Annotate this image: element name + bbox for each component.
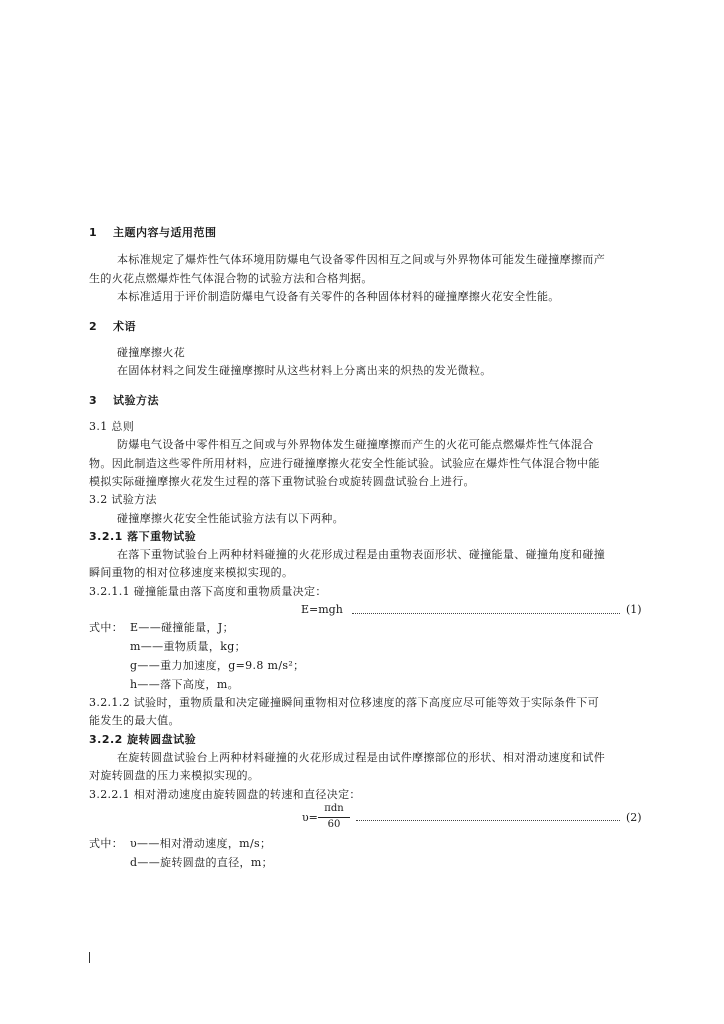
clause-3-2-2-heading: 3.2.2 旋转圆盘试验 xyxy=(89,733,197,746)
clause-3-1-line-2: 物。因此制造这些零件所用材料，应进行碰撞摩擦火花安全性能试验。试验应在爆炸性气体混合物中能 xyxy=(89,457,600,470)
where-2-item-d: d——旋转圆盘的直径，m； xyxy=(130,856,274,869)
clause-3-2-2-line-1: 在旋转圆盘试验台上两种材料碰撞的火花形成过程是由试件摩擦部位的形状、相对滑动速度和试件 xyxy=(117,751,606,764)
clause-3-1-heading: 3.1 总则 xyxy=(89,420,135,433)
clause-3-2-text: 碰撞摩擦火花安全性能试验方法有以下两种。 xyxy=(117,512,344,525)
section-2-heading xyxy=(89,320,136,334)
section-1-paragraph-1-line-2: 生的火花点燃爆炸性气体混合物的试验方法和合格判据。 xyxy=(89,272,373,285)
clause-3-2-heading: 3.2 试验方法 xyxy=(89,493,157,506)
section-2-number: 2 xyxy=(89,320,98,333)
clause-3-1-line-3: 模拟实际碰撞摩擦火花发生过程的落下重物试验台或旋转圆盘试验台上进行。 xyxy=(89,475,475,488)
page-edge-mark xyxy=(89,952,90,963)
where-2-prefix: 式中： xyxy=(89,837,124,850)
clause-3-2-1-2-line-2: 能发生的最大值。 xyxy=(89,714,180,727)
section-1-title: 主题内容与适用范围 xyxy=(113,226,217,239)
equation-2-number: (2) xyxy=(626,811,642,824)
equation-2-leader xyxy=(356,820,620,821)
where-1-item-e: E——碰撞能量，J； xyxy=(130,621,234,634)
equation-1-leader xyxy=(352,613,620,614)
section-2-title: 术语 xyxy=(113,320,136,333)
section-1-paragraph-2: 本标准适用于评价制造防爆电气设备有关零件的各种固体材料的碰撞摩擦火花安全性能。 xyxy=(117,290,560,303)
clause-3-2-1-1: 3.2.1.1 碰撞能量由落下高度和重物质量决定： xyxy=(89,585,327,598)
section-3-title: 试验方法 xyxy=(113,394,159,407)
equation-2-fraction-bar xyxy=(318,817,350,818)
clause-3-2-1-line-2: 瞬间重物的相对位移速度来模拟实现的。 xyxy=(89,566,294,579)
clause-3-1-line-1: 防爆电气设备中零件相互之间或与外界物体发生碰撞摩擦而产生的火花可能点燃爆炸性气体混合 xyxy=(117,438,594,451)
section-1-heading xyxy=(89,226,217,240)
section-3-heading xyxy=(89,394,159,408)
equation-1-number: (1) xyxy=(626,603,642,616)
clause-3-2-2-1: 3.2.2.1 相对滑动速度由旋转圆盘的转速和直径决定： xyxy=(89,788,361,801)
term-name: 碰撞摩擦火花 xyxy=(117,346,186,359)
section-1-number: 1 xyxy=(89,226,98,239)
clause-3-2-1-heading: 3.2.1 落下重物试验 xyxy=(89,530,197,543)
where-1-item-g: g——重力加速度，g=9.8 m/s²； xyxy=(130,659,305,672)
section-1-paragraph-1-line-1: 本标准规定了爆炸性气体环境用防爆电气设备零件因相互之间或与外界物体可能发生碰撞摩擦而产 xyxy=(117,253,606,266)
clause-3-2-1-line-1: 在落下重物试验台上两种材料碰撞的火花形成过程是由重物表面形状、碰撞能量、碰撞角度和碰撞 xyxy=(117,548,606,561)
clause-3-2-2-line-2: 对旋转圆盘的压力来模拟实现的。 xyxy=(89,769,260,782)
where-1-item-m: m——重物质量，kg； xyxy=(130,640,246,653)
where-2-item-v: υ——相对滑动速度，m/s； xyxy=(130,837,272,850)
where-1-item-h: h——落下高度，m。 xyxy=(130,678,240,691)
section-3-number: 3 xyxy=(89,394,98,407)
equation-1: E=mgh xyxy=(301,603,343,616)
clause-3-2-1-2-line-1: 3.2.1.2 试验时，重物质量和决定碰撞瞬间重物相对位移速度的落下高度应尽可能等效于实际条件下可 xyxy=(89,696,600,709)
equation-2-numerator: πdn xyxy=(324,803,344,814)
equation-2-lhs: υ= xyxy=(302,811,318,824)
where-1-prefix: 式中： xyxy=(89,621,124,634)
term-definition: 在固体材料之间发生碰撞摩擦时从这些材料上分离出来的炽热的发光微粒。 xyxy=(117,364,492,377)
equation-2-denominator: 60 xyxy=(327,819,341,830)
